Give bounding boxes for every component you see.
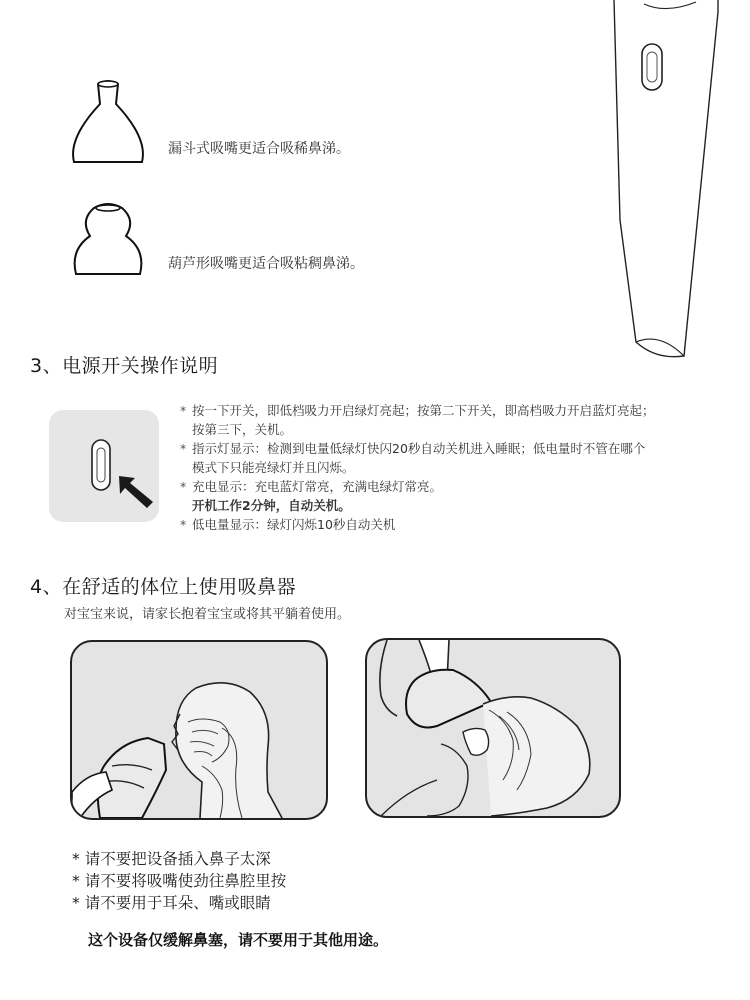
power-switch-illustration xyxy=(49,410,159,522)
note-line-bold: 开机工作2分钟，自动关机。 xyxy=(192,498,351,513)
device-body-illustration xyxy=(600,0,730,370)
gourd-nozzle-caption: 葫芦形吸嘴更适合吸粘稠鼻涕。 xyxy=(168,256,364,272)
warning-item: * 请不要用于耳朵、嘴或眼睛 xyxy=(72,894,271,912)
note-line: 模式下只能亮绿灯并且闪烁。 xyxy=(192,460,355,475)
warning-list xyxy=(72,848,286,914)
warning-item: * 请不要将吸嘴使劲往鼻腔里按 xyxy=(72,872,287,890)
section4-intro: 对宝宝来说，请家长抱着宝宝或将其平躺着使用。 xyxy=(64,607,351,622)
funnel-nozzle-caption: 漏斗式吸嘴更适合吸稀鼻涕。 xyxy=(168,141,350,157)
note-line: * 按一下开关，即低档吸力开启绿灯亮起；按第二下开关，即高档吸力开启蓝灯亮起； xyxy=(180,403,655,418)
warning-item: * 请不要把设备插入鼻子太深 xyxy=(72,850,271,868)
note-line: * 指示灯显示：检测到电量低绿灯快闪20秒自动关机进入睡眠；低电量时不管在哪个 xyxy=(180,441,646,456)
lying-position-illustration xyxy=(365,638,621,818)
funnel-nozzle-icon xyxy=(68,76,148,168)
pointer-arrow-icon xyxy=(119,476,153,508)
note-line: * 低电量显示：绿灯闪烁10秒自动关机 xyxy=(180,517,396,532)
note-line: * 充电显示：充电蓝灯常亮，充满电绿灯常亮。 xyxy=(180,479,443,494)
section4-title: 4、在舒适的体位上使用吸鼻器 xyxy=(30,576,297,598)
note-line: 按第三下，关机。 xyxy=(192,422,293,437)
gourd-nozzle-icon xyxy=(70,198,146,278)
final-note: 这个设备仅缓解鼻塞，请不要用于其他用途。 xyxy=(88,931,389,949)
section3-title: 3、电源开关操作说明 xyxy=(30,355,219,377)
section3-notes xyxy=(180,401,735,534)
holding-position-illustration xyxy=(70,640,328,820)
